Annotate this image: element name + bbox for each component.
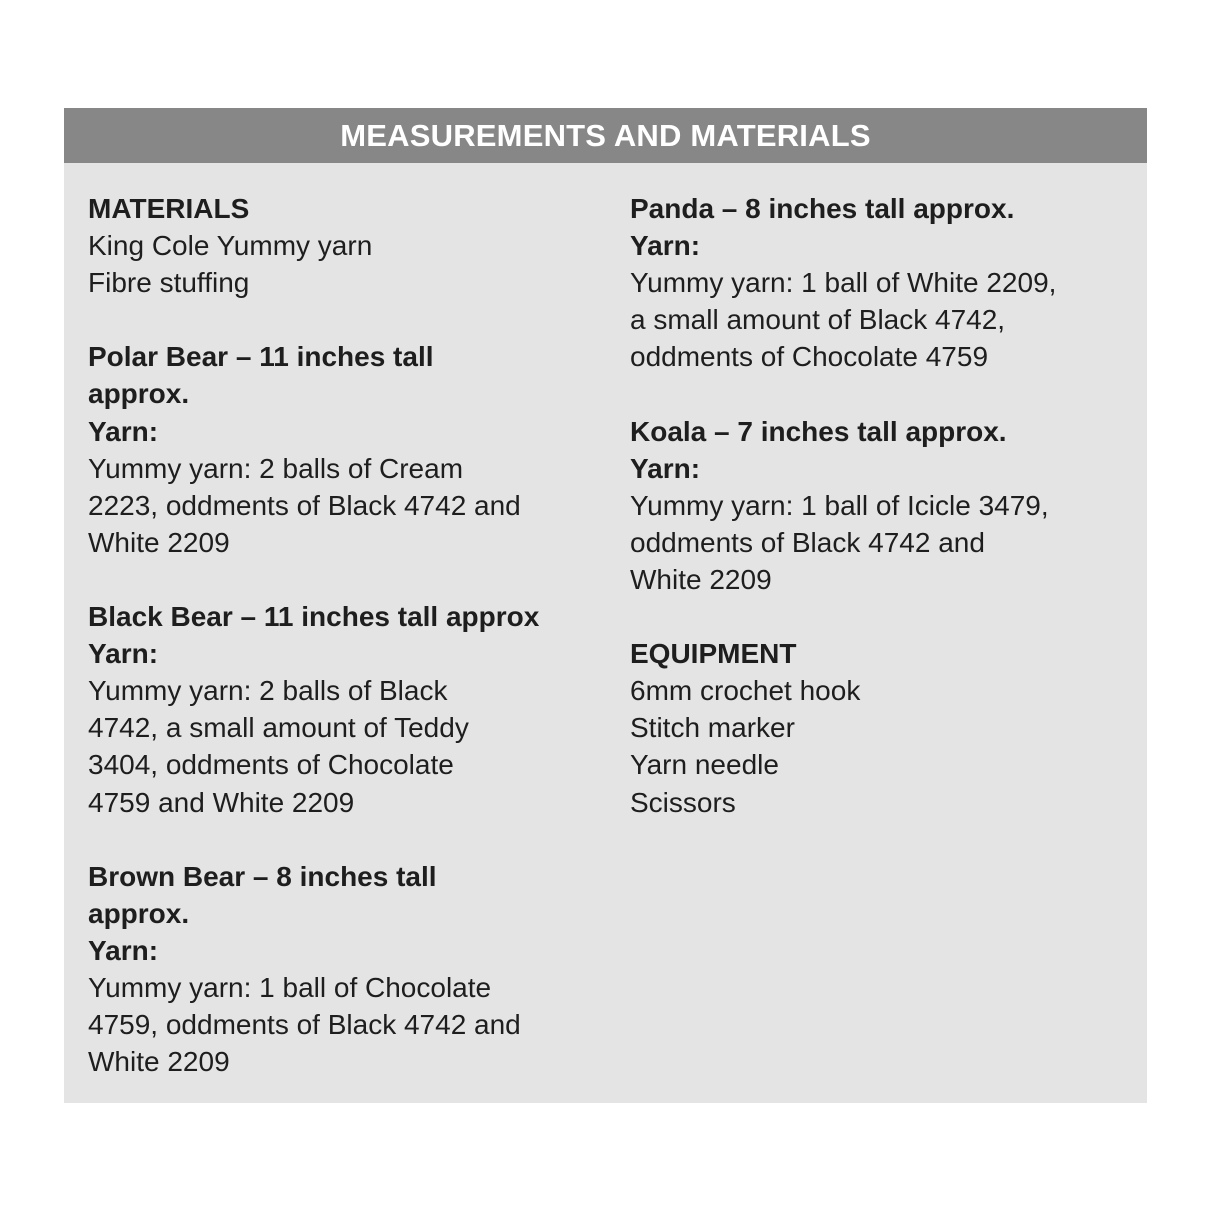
equipment-item: Yarn needle [630, 749, 779, 781]
polar-bear-yarn-line: White 2209 [88, 526, 230, 558]
koala-yarn-line: Yummy yarn: 1 ball of Icicle 3479, [630, 489, 1049, 521]
materials-heading: MATERIALS [88, 193, 250, 224]
black-bear-yarn-line: 4742, a small amount of Teddy [88, 712, 469, 744]
panda-yarn-line: oddments of Chocolate 4759 [630, 341, 989, 373]
black-bear-yarn-label: Yarn: [88, 638, 159, 670]
materials-line: Fibre stuffing [88, 267, 250, 299]
brown-bear-yarn-line: White 2209 [88, 1046, 230, 1078]
brown-bear-title: approx. [88, 897, 190, 929]
equipment-item: Scissors [630, 786, 736, 818]
panda-section [630, 190, 1140, 375]
brown-bear-title: Brown Bear – 8 inches tall [88, 860, 437, 892]
panel-title: MEASUREMENTS AND MATERIALS [340, 117, 871, 153]
brown-bear-section [88, 858, 608, 1081]
polar-bear-yarn-label: Yarn: [88, 415, 159, 447]
black-bear-yarn-line: 4759 and White 2209 [88, 786, 355, 818]
black-bear-section [88, 598, 608, 821]
black-bear-title: Black Bear – 11 inches tall approx [88, 601, 540, 633]
polar-bear-section [88, 338, 608, 561]
koala-yarn-line: White 2209 [630, 563, 772, 595]
black-bear-yarn-line: Yummy yarn: 2 balls of Black [88, 675, 448, 707]
polar-bear-yarn-line: 2223, oddments of Black 4742 and [88, 489, 521, 521]
materials-line: King Cole Yummy yarn [88, 230, 373, 262]
brown-bear-yarn-line: Yummy yarn: 1 ball of Chocolate [88, 971, 492, 1003]
koala-title: Koala – 7 inches tall approx. [630, 415, 1007, 447]
equipment-section [630, 635, 1140, 820]
equipment-item: Stitch marker [630, 712, 795, 744]
materials-section [88, 190, 608, 301]
polar-bear-title: approx. [88, 378, 190, 410]
equipment-item: 6mm crochet hook [630, 675, 861, 707]
panel-header [64, 108, 1147, 163]
koala-yarn-label: Yarn: [630, 452, 701, 484]
polar-bear-yarn-line: Yummy yarn: 2 balls of Cream [88, 452, 464, 484]
brown-bear-yarn-line: 4759, oddments of Black 4742 and [88, 1009, 521, 1041]
panda-yarn-label: Yarn: [630, 230, 701, 262]
left-column [88, 190, 608, 1117]
panda-yarn-line: a small amount of Black 4742, [630, 304, 1006, 336]
panda-title: Panda – 8 inches tall approx. [630, 193, 1015, 224]
black-bear-yarn-line: 3404, oddments of Chocolate [88, 749, 454, 781]
equipment-heading: EQUIPMENT [630, 638, 797, 670]
panda-yarn-line: Yummy yarn: 1 ball of White 2209, [630, 267, 1057, 299]
brown-bear-yarn-label: Yarn: [88, 934, 159, 966]
polar-bear-title: Polar Bear – 11 inches tall [88, 341, 434, 373]
koala-section [630, 413, 1140, 598]
koala-yarn-line: oddments of Black 4742 and [630, 526, 985, 558]
right-column [630, 190, 1140, 858]
